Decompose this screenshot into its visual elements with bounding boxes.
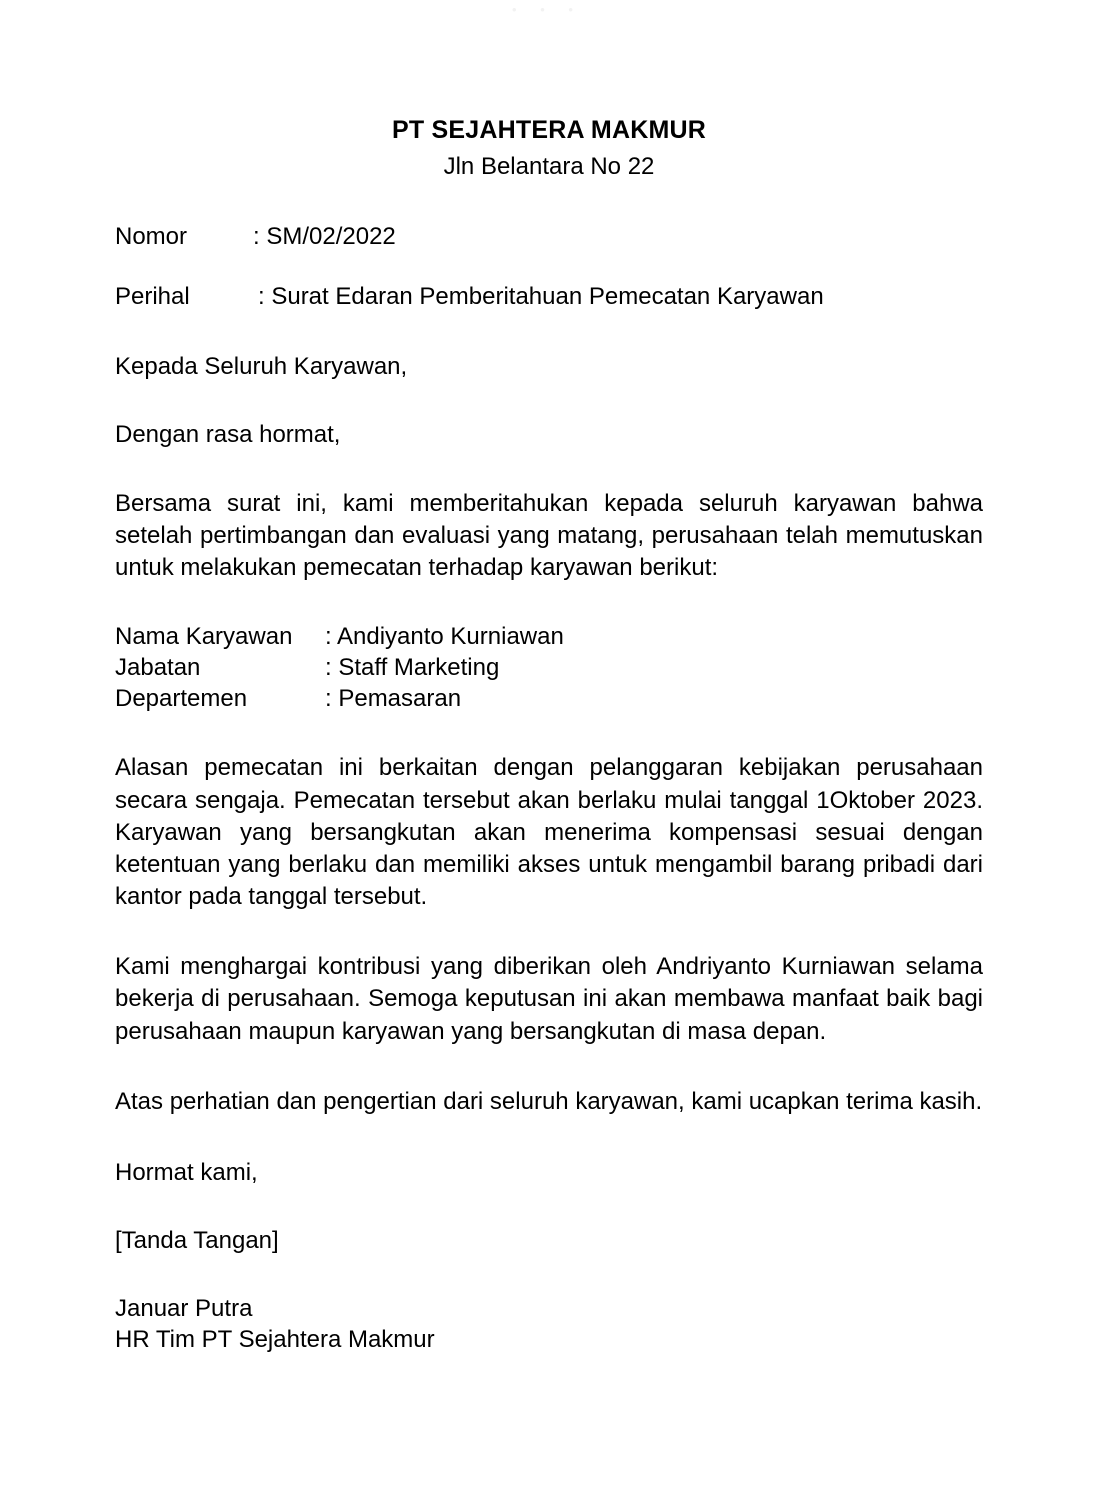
signer-block bbox=[115, 1294, 983, 1355]
letterhead bbox=[115, 0, 983, 182]
meta-value-perihal: : Surat Edaran Pemberitahuan Pemecatan Karyawan bbox=[258, 282, 824, 310]
detail-label-jabatan: Jabatan bbox=[115, 653, 201, 681]
salutation: Kepada Seluruh Karyawan, bbox=[115, 352, 408, 380]
page-artifact-dots: • • • bbox=[512, 2, 583, 17]
signer-name: Januar Putra bbox=[115, 1294, 253, 1322]
detail-value-nama-karyawan: : Andiyanto Kurniawan bbox=[325, 623, 564, 651]
paragraph-intro: Bersama surat ini, kami memberitahukan kepada seluruh karyawan bahwa setelah pertimbangan dan evaluasi yang matang, perusahaan telah memutuskan untuk melakukan pemecatan terhadap karyawan berikut: bbox=[115, 489, 983, 582]
signature-placeholder: [Tanda Tangan] bbox=[115, 1226, 279, 1254]
employee-details-block bbox=[115, 622, 983, 714]
detail-label-nama-karyawan: Nama Karyawan bbox=[115, 623, 293, 651]
detail-value-jabatan: : Staff Marketing bbox=[325, 653, 500, 681]
paragraph-thanks: Atas perhatian dan pengertian dari seluruh karyawan, kami ucapkan terima kasih. bbox=[115, 1087, 983, 1115]
company-name: PT SEJAHTERA MAKMUR bbox=[392, 116, 706, 144]
meta-label-perihal: Perihal bbox=[115, 282, 190, 310]
detail-label-departemen: Departemen bbox=[115, 684, 248, 712]
paragraph-reason: Alasan pemecatan ini berkaitan dengan pelanggaran kebijakan perusahaan secara sengaja. Pemecatan tersebut akan berlaku mulai tanggal 1Oktober 2023. Karyawan yang bersangkutan akan menerima kompensasi sesuai dengan ketentuan yang berlaku dan memiliki akses untuk mengambil barang pribadi dari kantor pada tanggal tersebut. bbox=[115, 754, 983, 911]
letter-content bbox=[115, 0, 983, 1355]
meta-value-nomor: : SM/02/2022 bbox=[253, 222, 396, 250]
greeting: Dengan rasa hormat, bbox=[115, 420, 341, 448]
detail-row bbox=[115, 622, 983, 653]
signer-title: HR Tim PT Sejahtera Makmur bbox=[115, 1325, 435, 1353]
paragraph-appreciation: Kami menghargai kontribusi yang diberikan oleh Andriyanto Kurniawan selama bekerja di perusahaan. Semoga keputusan ini akan membawa manfaat baik bagi perusahaan maupun karyawan yang bersangkutan di masa depan. bbox=[115, 953, 983, 1045]
meta-row-nomor bbox=[115, 222, 983, 252]
closing-phrase: Hormat kami, bbox=[115, 1158, 258, 1186]
detail-row bbox=[115, 684, 983, 715]
company-address: Jln Belantara No 22 bbox=[443, 153, 655, 180]
detail-value-departemen: : Pemasaran bbox=[325, 684, 462, 712]
meta-label-nomor: Nomor bbox=[115, 222, 188, 250]
detail-row bbox=[115, 653, 983, 684]
letter-meta-block bbox=[115, 222, 983, 312]
meta-row-perihal bbox=[115, 282, 983, 312]
